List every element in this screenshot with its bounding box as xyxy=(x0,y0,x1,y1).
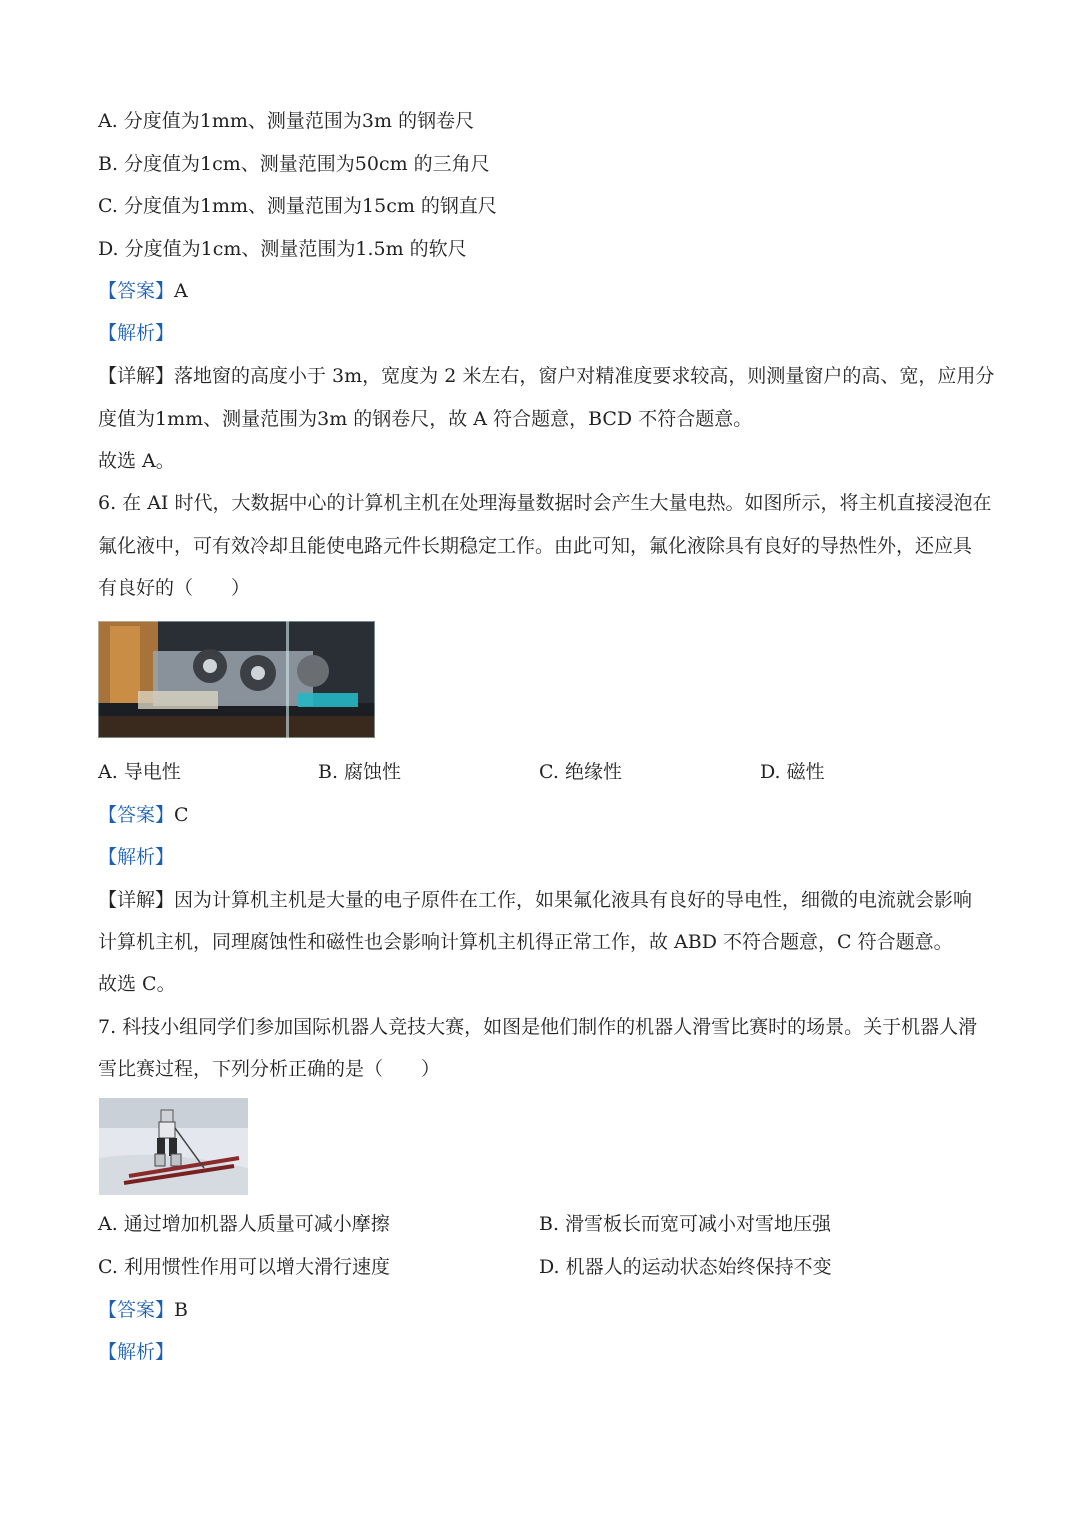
q6-detail-line-2: 计算机主机，同理腐蚀性和磁性也会影响计算机主机得正常工作，故 ABD 不符合题意，C 符合题意。 xyxy=(98,931,953,953)
q7-figure-robot-skiing xyxy=(99,1098,248,1195)
detail-label: 【详解】 xyxy=(98,889,175,911)
q6-option-d: D. 磁性 xyxy=(760,761,825,783)
q6-figure-immersion-cooling xyxy=(98,621,375,738)
q6-option-a: A. 导电性 xyxy=(98,761,181,783)
q7-option-c: C. 利用惯性作用可以增大滑行速度 xyxy=(98,1256,390,1278)
answer-value: A xyxy=(174,280,188,302)
answer-value: C xyxy=(174,804,189,826)
robot-skiing-image xyxy=(99,1098,248,1195)
detail-text: 落地窗的高度小于 3m，宽度为 2 米左右，窗户对精准度要求较高，则测量窗户的高、宽，应用分 xyxy=(174,365,995,387)
immersion-tank-image xyxy=(98,621,375,738)
q7-option-d: D. 机器人的运动状态始终保持不变 xyxy=(539,1256,832,1278)
q5-detail-line-1 xyxy=(98,363,994,389)
q6-option-b: B. 腐蚀性 xyxy=(318,761,402,783)
detail-text: 因为计算机主机是大量的电子原件在工作，如果氟化液具有良好的导电性，细微的电流就会影响 xyxy=(174,889,973,911)
q7-stem-line-2: 雪比赛过程，下列分析正确的是（ ） xyxy=(98,1058,441,1080)
q6-conclusion: 故选 C。 xyxy=(98,973,176,995)
answer-label: 【答案】 xyxy=(98,804,175,826)
answer-label: 【答案】 xyxy=(98,1299,175,1321)
q6-analysis-label: 【解析】 xyxy=(98,846,175,868)
q7-option-a: A. 通过增加机器人质量可减小摩擦 xyxy=(98,1213,390,1235)
q6-answer xyxy=(98,802,189,828)
q7-option-b: B. 滑雪板长而宽可减小对雪地压强 xyxy=(539,1213,832,1235)
q5-option-a: A. 分度值为1mm、测量范围为3m 的钢卷尺 xyxy=(98,110,475,132)
answer-value: B xyxy=(174,1299,188,1321)
q5-option-c: C. 分度值为1mm、测量范围为15cm 的钢直尺 xyxy=(98,195,497,217)
q6-stem-line-3: 有良好的（ ） xyxy=(98,577,251,599)
q5-detail-line-2: 度值为1mm、测量范围为3m 的钢卷尺，故 A 符合题意，BCD 不符合题意。 xyxy=(98,408,753,430)
q6-option-c: C. 绝缘性 xyxy=(539,761,622,783)
q5-answer xyxy=(98,278,188,304)
q7-stem-line-1: 7. 科技小组同学们参加国际机器人竞技大赛，如图是他们制作的机器人滑雪比赛时的场景。关于机器人滑 xyxy=(98,1016,978,1038)
q5-conclusion: 故选 A。 xyxy=(98,450,175,472)
q6-stem-line-1: 6. 在 AI 时代，大数据中心的计算机主机在处理海量数据时会产生大量电热。如图所示，将主机直接浸泡在 xyxy=(98,492,992,514)
q6-stem-line-2: 氟化液中，可有效冷却且能使电路元件长期稳定工作。由此可知，氟化液除具有良好的导热性外，还应具 xyxy=(98,535,973,557)
q5-option-d: D. 分度值为1cm、测量范围为1.5m 的软尺 xyxy=(98,238,467,260)
q5-analysis-label: 【解析】 xyxy=(98,322,175,344)
q7-analysis-label: 【解析】 xyxy=(98,1341,175,1363)
q7-answer xyxy=(98,1297,188,1323)
detail-label: 【详解】 xyxy=(98,365,175,387)
q6-detail-line-1 xyxy=(98,887,972,913)
answer-label: 【答案】 xyxy=(98,280,175,302)
q5-option-b: B. 分度值为1cm、测量范围为50cm 的三角尺 xyxy=(98,153,490,175)
